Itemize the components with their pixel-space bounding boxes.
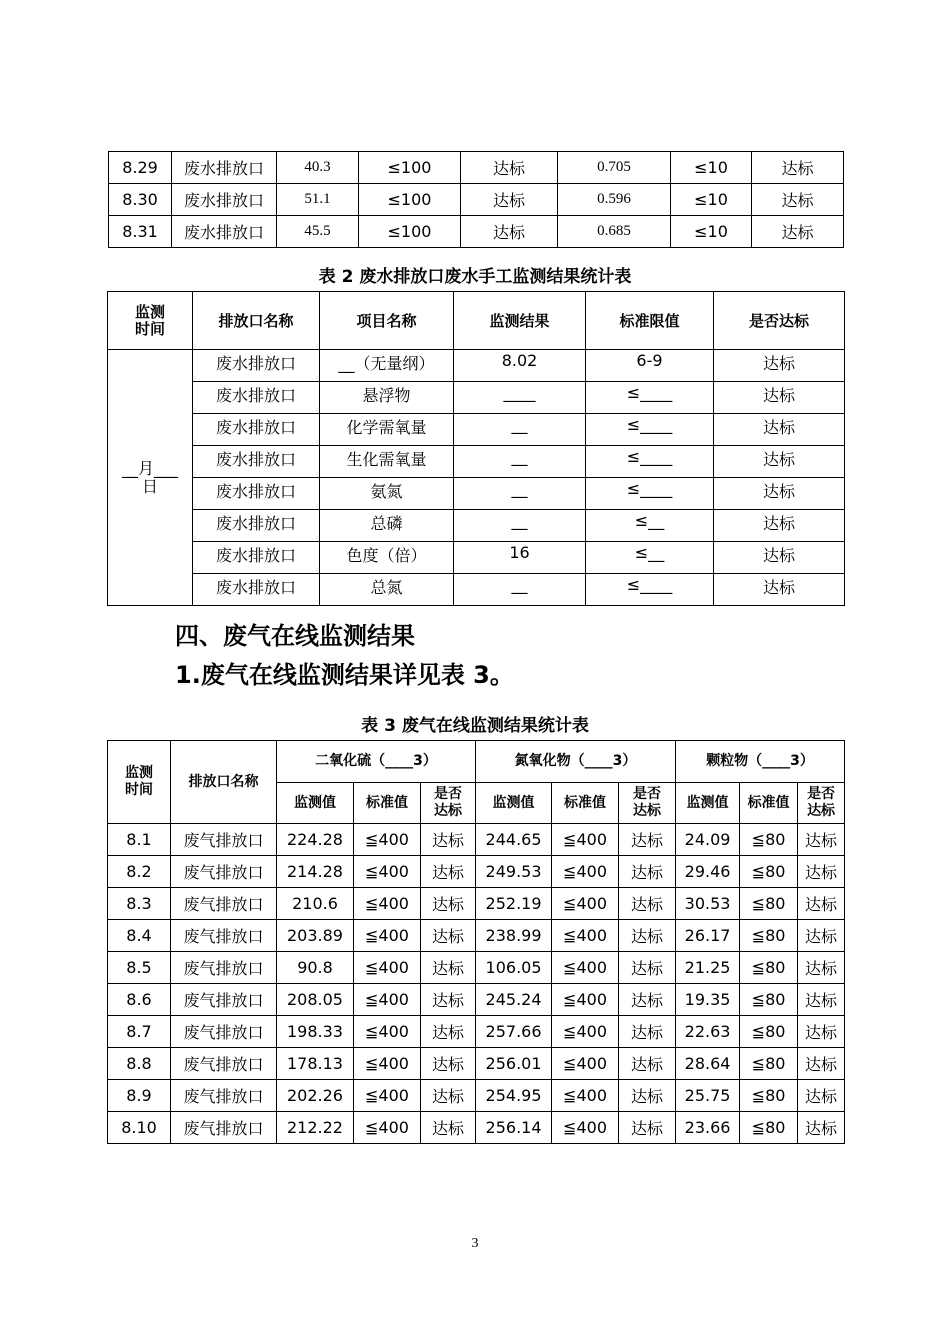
table-cell: 达标 bbox=[798, 1080, 845, 1112]
table-cell: 203.89 bbox=[277, 920, 354, 952]
table-cell: ≦80 bbox=[740, 1048, 798, 1080]
table-cell: 生化需氧量 bbox=[320, 446, 454, 478]
table-cell: ≦80 bbox=[740, 984, 798, 1016]
table-cell: 245.24 bbox=[476, 984, 552, 1016]
table-cell: 106.05 bbox=[476, 952, 552, 984]
table-cell: 0.596 bbox=[558, 184, 671, 216]
header-nox-group: 氮氧化物（____3） bbox=[476, 741, 676, 783]
table-cell: 23.66 bbox=[676, 1112, 740, 1144]
table-cell: 达标 bbox=[798, 920, 845, 952]
table-cell: 达标 bbox=[752, 152, 844, 184]
table-cell: 达标 bbox=[798, 824, 845, 856]
table-cell: 8.29 bbox=[109, 152, 172, 184]
table-row bbox=[108, 350, 845, 382]
table-cell: ≤10 bbox=[671, 184, 752, 216]
table-row bbox=[109, 216, 844, 248]
table-row bbox=[108, 1048, 845, 1080]
table-cell: 达标 bbox=[421, 888, 476, 920]
table-row bbox=[108, 824, 845, 856]
table-2-caption: 表 2 废水排放口废水手工监测结果统计表 bbox=[318, 267, 632, 287]
table-cell: ≦80 bbox=[740, 856, 798, 888]
page-number: 3 bbox=[471, 1236, 479, 1251]
table-cell: 达标 bbox=[714, 478, 845, 510]
table-cell: 28.64 bbox=[676, 1048, 740, 1080]
table-subheader-cell: 标准值 bbox=[354, 783, 421, 824]
table-cell: ≤____ bbox=[586, 478, 714, 510]
table-cell: 达标 bbox=[619, 1016, 676, 1048]
table-cell: ≦400 bbox=[552, 920, 619, 952]
table-cell: ≤____ bbox=[586, 382, 714, 414]
table-3-caption: 表 3 废气在线监测结果统计表 bbox=[361, 716, 589, 736]
table-cell: ≦80 bbox=[740, 888, 798, 920]
table-cell: 198.33 bbox=[277, 1016, 354, 1048]
table-cell: 0.705 bbox=[558, 152, 671, 184]
table-cell: 达标 bbox=[798, 1048, 845, 1080]
table-cell: 废气排放口 bbox=[171, 920, 277, 952]
table-subheader-cell: 标准值 bbox=[552, 783, 619, 824]
table-row bbox=[108, 920, 845, 952]
table-cell: 达标 bbox=[619, 888, 676, 920]
table-cell: ≦400 bbox=[552, 1080, 619, 1112]
table-cell: ≦400 bbox=[552, 1048, 619, 1080]
table-cell: 达标 bbox=[421, 1048, 476, 1080]
header-monitor-time: 监测 时间 bbox=[108, 741, 171, 824]
table-cell: 达标 bbox=[752, 184, 844, 216]
table-cell: 51.1 bbox=[277, 184, 359, 216]
table-row bbox=[108, 382, 845, 414]
table-cell: 238.99 bbox=[476, 920, 552, 952]
table-cell: ≤100 bbox=[359, 216, 461, 248]
table-cell: ≦400 bbox=[354, 1112, 421, 1144]
table-cell: ≤10 bbox=[671, 216, 752, 248]
table-cell: ≦400 bbox=[552, 984, 619, 1016]
table-cell: 40.3 bbox=[277, 152, 359, 184]
table-row bbox=[108, 478, 845, 510]
table-subheader-cell: 标准值 bbox=[740, 783, 798, 824]
table-cell: 废水排放口 bbox=[193, 414, 320, 446]
table-cell: ≦400 bbox=[552, 824, 619, 856]
table-cell: 8.1 bbox=[108, 824, 171, 856]
table-cell: 29.46 bbox=[676, 856, 740, 888]
table-cell: 废气排放口 bbox=[171, 1080, 277, 1112]
table-cell: 废水排放口 bbox=[193, 350, 320, 382]
table-cell: 达标 bbox=[421, 1112, 476, 1144]
table-cell: 达标 bbox=[619, 1048, 676, 1080]
table-cell: ≤____ bbox=[586, 574, 714, 606]
table-cell: 8.31 bbox=[109, 216, 172, 248]
table-cell: 254.95 bbox=[476, 1080, 552, 1112]
table-cell: 废水排放口 bbox=[193, 382, 320, 414]
table-cell: ≦400 bbox=[354, 1016, 421, 1048]
table-cell: __ bbox=[454, 446, 586, 478]
section-heading: 四、废气在线监测结果 bbox=[175, 622, 415, 650]
table-cell: 达标 bbox=[798, 952, 845, 984]
table-cell: 总氮 bbox=[320, 574, 454, 606]
table-3-gas-online-monitoring bbox=[107, 740, 845, 1144]
table-cell: 0.685 bbox=[558, 216, 671, 248]
table-cell: 45.5 bbox=[277, 216, 359, 248]
table-cell: 21.25 bbox=[676, 952, 740, 984]
table-cell: ≦80 bbox=[740, 824, 798, 856]
table-cell: 8.30 bbox=[109, 184, 172, 216]
table-cell: 达标 bbox=[798, 984, 845, 1016]
table-header-cell: 排放口名称 bbox=[193, 292, 320, 350]
table-cell: 达标 bbox=[798, 1016, 845, 1048]
table-cell: 达标 bbox=[714, 350, 845, 382]
table-cell: 25.75 bbox=[676, 1080, 740, 1112]
table-cell: 废水排放口 bbox=[193, 478, 320, 510]
table-header-cell: 监测结果 bbox=[454, 292, 586, 350]
table-cell: 废水排放口 bbox=[172, 152, 277, 184]
table-cell: 达标 bbox=[461, 152, 558, 184]
table-cell: ≦400 bbox=[552, 1016, 619, 1048]
table-row bbox=[109, 152, 844, 184]
table-cell: ≦80 bbox=[740, 1080, 798, 1112]
table-cell: 废水排放口 bbox=[193, 574, 320, 606]
table-cell: 256.14 bbox=[476, 1112, 552, 1144]
table-cell: 废气排放口 bbox=[171, 1016, 277, 1048]
table-cell: 8.3 bbox=[108, 888, 171, 920]
table-cell: 8.7 bbox=[108, 1016, 171, 1048]
table-cell: 达标 bbox=[421, 1080, 476, 1112]
table-cell: 达标 bbox=[752, 216, 844, 248]
table-cell: 8.2 bbox=[108, 856, 171, 888]
table-cell: __（无量纲） bbox=[320, 350, 454, 382]
table-cell: ≤100 bbox=[359, 152, 461, 184]
table-cell: 208.05 bbox=[277, 984, 354, 1016]
table-cell: 达标 bbox=[798, 856, 845, 888]
table-cell: 178.13 bbox=[277, 1048, 354, 1080]
table-cell: 257.66 bbox=[476, 1016, 552, 1048]
table-cell: 8.6 bbox=[108, 984, 171, 1016]
table-cell: ≦80 bbox=[740, 1016, 798, 1048]
table-cell: 252.19 bbox=[476, 888, 552, 920]
table-cell: 30.53 bbox=[676, 888, 740, 920]
header-outlet-name: 排放口名称 bbox=[171, 741, 277, 824]
table-cell: ≦400 bbox=[354, 1048, 421, 1080]
table-cell: 废气排放口 bbox=[171, 1112, 277, 1144]
table-cell: 224.28 bbox=[277, 824, 354, 856]
table-cell: 90.8 bbox=[277, 952, 354, 984]
table-row bbox=[108, 414, 845, 446]
table-cell: 8.02 bbox=[454, 350, 586, 382]
table-row bbox=[108, 984, 845, 1016]
table-cell: 达标 bbox=[421, 952, 476, 984]
monitor-date-cell: __月___ 日 bbox=[108, 350, 193, 606]
table-row bbox=[108, 574, 845, 606]
table-cell: 达标 bbox=[714, 382, 845, 414]
table-cell: ≤__ bbox=[586, 510, 714, 542]
table-cell: 达标 bbox=[619, 952, 676, 984]
table-subheader-cell: 是否 达标 bbox=[798, 783, 845, 824]
table-cell: 达标 bbox=[421, 920, 476, 952]
table-cell: __ bbox=[454, 574, 586, 606]
table-cell: ≦400 bbox=[552, 888, 619, 920]
table-cell: 达标 bbox=[619, 920, 676, 952]
table-subheader-cell: 监测值 bbox=[277, 783, 354, 824]
header-so2-group: 二氧化硫（____3） bbox=[277, 741, 476, 783]
table-cell: 达标 bbox=[421, 824, 476, 856]
table-header-cell: 监测 时间 bbox=[108, 292, 193, 350]
table-cell: ≦400 bbox=[354, 952, 421, 984]
table-subheader-cell: 是否 达标 bbox=[619, 783, 676, 824]
table-cell: 19.35 bbox=[676, 984, 740, 1016]
table-cell: 256.01 bbox=[476, 1048, 552, 1080]
table-cell: __ bbox=[454, 414, 586, 446]
table-cell: 色度（倍） bbox=[320, 542, 454, 574]
table-row bbox=[109, 184, 844, 216]
table-header-cell: 标准限值 bbox=[586, 292, 714, 350]
table-cell: 达标 bbox=[619, 824, 676, 856]
table-cell: 总磷 bbox=[320, 510, 454, 542]
table-cell: ≦80 bbox=[740, 952, 798, 984]
table-cell: __ bbox=[454, 478, 586, 510]
table-cell: 废水排放口 bbox=[193, 542, 320, 574]
table-cell: ≤____ bbox=[586, 414, 714, 446]
table-subheader-cell: 监测值 bbox=[676, 783, 740, 824]
table-cell: 22.63 bbox=[676, 1016, 740, 1048]
table-cell: 8.10 bbox=[108, 1112, 171, 1144]
table-row bbox=[108, 446, 845, 478]
table-cell: 达标 bbox=[714, 510, 845, 542]
table-header-cell: 项目名称 bbox=[320, 292, 454, 350]
table-cell: 达标 bbox=[619, 1112, 676, 1144]
table-row bbox=[108, 1080, 845, 1112]
table-cell: ≦400 bbox=[552, 952, 619, 984]
table-cell: 废水排放口 bbox=[172, 216, 277, 248]
table-cell: 达标 bbox=[619, 1080, 676, 1112]
table-cell: ≤__ bbox=[586, 542, 714, 574]
table-cell: 16 bbox=[454, 542, 586, 574]
table-cell: ≤____ bbox=[586, 446, 714, 478]
table-cell: ≦400 bbox=[354, 1080, 421, 1112]
table-cell: ≤10 bbox=[671, 152, 752, 184]
table-cell: 达标 bbox=[798, 888, 845, 920]
table-cell: 达标 bbox=[714, 446, 845, 478]
table-cell: ≦400 bbox=[354, 984, 421, 1016]
table-row bbox=[108, 856, 845, 888]
table-cell: ≦400 bbox=[354, 824, 421, 856]
table-cell: 废气排放口 bbox=[171, 856, 277, 888]
table-cell: 212.22 bbox=[277, 1112, 354, 1144]
table-cell: 24.09 bbox=[676, 824, 740, 856]
table-cell: 废气排放口 bbox=[171, 888, 277, 920]
table-cell: 废气排放口 bbox=[171, 1048, 277, 1080]
table-cell: 达标 bbox=[421, 984, 476, 1016]
table-cell: 化学需氧量 bbox=[320, 414, 454, 446]
table-row bbox=[108, 1016, 845, 1048]
table-cell: 达标 bbox=[714, 414, 845, 446]
table-cell: 达标 bbox=[461, 216, 558, 248]
table-cell: 达标 bbox=[421, 1016, 476, 1048]
table-cell: __ bbox=[454, 510, 586, 542]
table-cell: 废水排放口 bbox=[193, 446, 320, 478]
table-cell: ≦400 bbox=[354, 856, 421, 888]
table-2-manual-monitoring bbox=[107, 291, 845, 606]
table-cell: ≦400 bbox=[354, 888, 421, 920]
table-cell: 202.26 bbox=[277, 1080, 354, 1112]
table-cell: 废气排放口 bbox=[171, 952, 277, 984]
table-cell: 8.5 bbox=[108, 952, 171, 984]
table-cell: 210.6 bbox=[277, 888, 354, 920]
table-row bbox=[108, 510, 845, 542]
table-cell: 214.28 bbox=[277, 856, 354, 888]
table-cell: ≦400 bbox=[354, 920, 421, 952]
table-row bbox=[108, 1112, 845, 1144]
table-cell: ≦400 bbox=[552, 856, 619, 888]
table-row bbox=[108, 542, 845, 574]
table-cell: 26.17 bbox=[676, 920, 740, 952]
table-subheader-cell: 是否 达标 bbox=[421, 783, 476, 824]
table-cell: 达标 bbox=[421, 856, 476, 888]
table-row bbox=[108, 888, 845, 920]
table-cell: 8.9 bbox=[108, 1080, 171, 1112]
table-subheader-cell: 监测值 bbox=[476, 783, 552, 824]
sub-heading: 1.废气在线监测结果详见表 3。 bbox=[175, 661, 514, 689]
table-cell: ≤100 bbox=[359, 184, 461, 216]
header-pm-group: 颗粒物（____3） bbox=[676, 741, 845, 783]
table-cell: 8.8 bbox=[108, 1048, 171, 1080]
table-cell: 氨氮 bbox=[320, 478, 454, 510]
table-cell: 废水排放口 bbox=[172, 184, 277, 216]
table-cell: 达标 bbox=[714, 542, 845, 574]
table-row bbox=[108, 952, 845, 984]
table-cell: ≦80 bbox=[740, 1112, 798, 1144]
table-cell: 6-9 bbox=[586, 350, 714, 382]
table-cell: 悬浮物 bbox=[320, 382, 454, 414]
table-cell: 达标 bbox=[619, 856, 676, 888]
table-cell: 达标 bbox=[714, 574, 845, 606]
table-cell: 244.65 bbox=[476, 824, 552, 856]
table-cell: ____ bbox=[454, 382, 586, 414]
table-1-continuation bbox=[108, 151, 844, 248]
table-cell: 达标 bbox=[619, 984, 676, 1016]
table-cell: 废水排放口 bbox=[193, 510, 320, 542]
table-cell: ≦400 bbox=[552, 1112, 619, 1144]
table-cell: 249.53 bbox=[476, 856, 552, 888]
table-cell: 达标 bbox=[461, 184, 558, 216]
table-cell: 废气排放口 bbox=[171, 984, 277, 1016]
table-cell: 达标 bbox=[798, 1112, 845, 1144]
table-cell: 废气排放口 bbox=[171, 824, 277, 856]
table-cell: ≦80 bbox=[740, 920, 798, 952]
table-header-cell: 是否达标 bbox=[714, 292, 845, 350]
table-cell: 8.4 bbox=[108, 920, 171, 952]
